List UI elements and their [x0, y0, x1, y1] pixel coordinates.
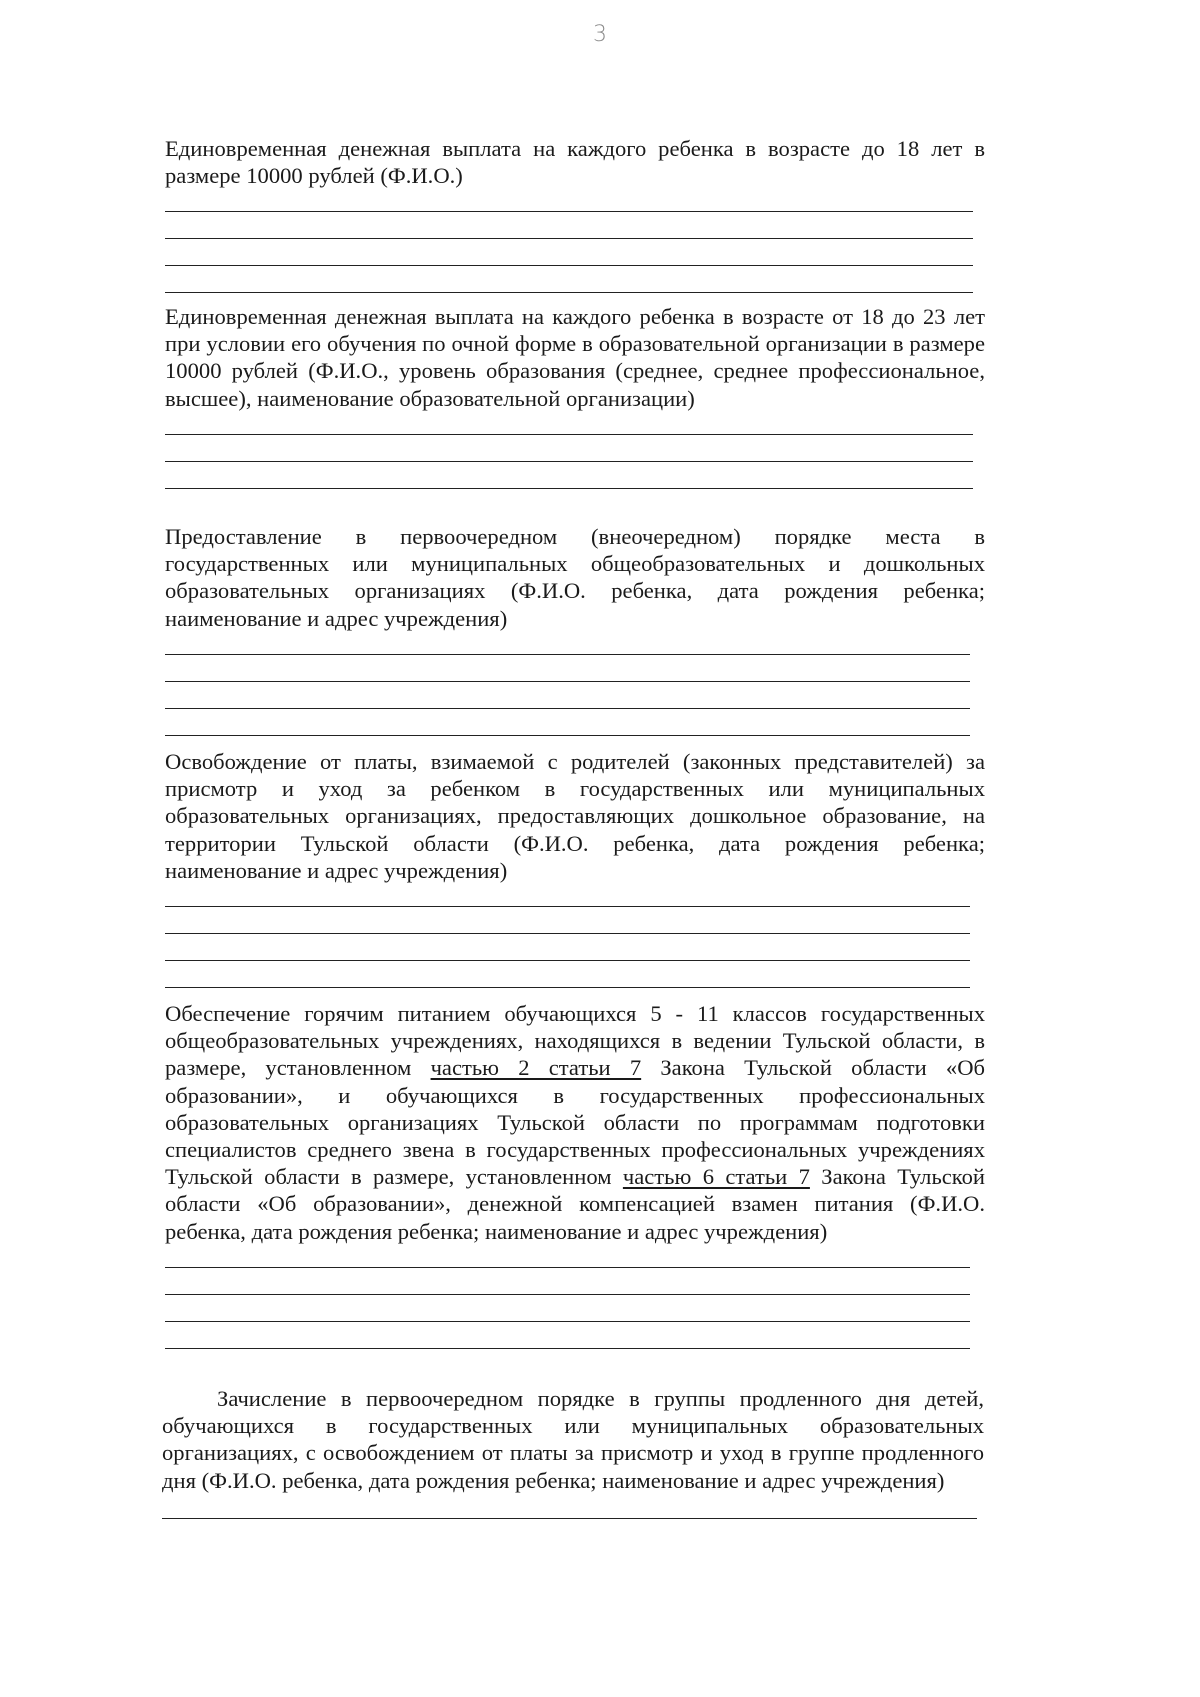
section-extended-day-group: [162, 1385, 984, 1519]
fill-line[interactable]: [165, 212, 973, 239]
fill-line[interactable]: [165, 1322, 970, 1349]
section-text: Единовременная денежная выплата на каждого ребенка в возрасте до 18 лет в размере 10000 рублей (Ф.И.О.): [165, 136, 985, 189]
fill-line[interactable]: [165, 1268, 970, 1295]
fill-line[interactable]: [165, 412, 973, 435]
fill-line[interactable]: [165, 709, 970, 736]
section-text: [165, 1000, 985, 1245]
section-text-part: Закона Тульской области «Об образовании», денежной компенсацией взамен питания (Ф.И.О. ребенка, дата рождения ребенка; наименование и адрес учреждения): [165, 1164, 985, 1244]
fill-line[interactable]: [165, 189, 973, 212]
fill-line[interactable]: [165, 682, 970, 709]
section-fee-exemption: [165, 748, 985, 988]
fill-line[interactable]: [165, 961, 970, 988]
section-text: Зачисление в первоочередном порядке в группы продленного дня детей, обучающихся в государственных или муниципальных образовательных организациях, с освобождением от платы за присмотр и уход в группе продленного дня (Ф.И.О. ребенка, дата рождения ребенка; наименование и адрес учреждения): [162, 1386, 984, 1493]
fill-line[interactable]: [165, 934, 970, 961]
section-text: Освобождение от платы, взимаемой с родителей (законных представителей) за присмотр и уход за ребенком в государственных или муниципальных образовательных организациях, предоставляющих дошкольное образование, на территории Тульской области (Ф.И.О. ребенка, дата рождения ребенка; наименование и адрес учреждения): [165, 749, 985, 883]
fill-line[interactable]: [165, 239, 973, 266]
section-hot-meals: [165, 1000, 985, 1349]
fill-line[interactable]: [165, 435, 973, 462]
fill-line[interactable]: [165, 1245, 970, 1268]
section-text-part: Обеспечение горячим питанием обучающихся 5 - 11 классов государственных общеобразовательных учреждениях, находящихся в ведении Тульской области, в размере, установленном: [165, 1001, 985, 1081]
section-child-18-23: [165, 303, 985, 489]
fill-line[interactable]: [165, 655, 970, 682]
section-child-under-18: [165, 135, 985, 293]
page-number: 3: [593, 22, 607, 47]
fill-line[interactable]: [162, 1494, 977, 1519]
law-reference-link[interactable]: частью 6 статьи 7: [622, 1164, 810, 1190]
fill-line[interactable]: [165, 632, 970, 655]
section-text: Единовременная денежная выплата на каждого ребенка в возрасте от 18 до 23 лет при условии его обучения по очной форме в образовательной организации в размере 10000 рублей (Ф.И.О., уровень образования (среднее, среднее профессиональное, высшее), наименование образовательной организации): [165, 304, 985, 411]
fill-line[interactable]: [165, 462, 973, 489]
fill-line[interactable]: [165, 884, 970, 907]
section-text: Предоставление в первоочередном (внеочередном) порядке места в государственных или муниципальных общеобразовательных и дошкольных образовательных организациях (Ф.И.О. ребенка, дата рождения ребенка; наименование и адрес учреждения): [165, 524, 985, 631]
fill-line[interactable]: [165, 1295, 970, 1322]
fill-line[interactable]: [165, 907, 970, 934]
fill-line[interactable]: [165, 266, 973, 293]
law-reference-link[interactable]: частью 2 статьи 7: [430, 1055, 642, 1081]
section-text-part: Закона Тульской области «Об образовании», и обучающихся в государственных профессиональных образовательных организациях Тульской области по программам подготовки специалистов среднего звена в государственных профессиональных учреждениях Тульской области в размере, установленном: [165, 1055, 986, 1190]
section-priority-school-place: [165, 523, 985, 736]
